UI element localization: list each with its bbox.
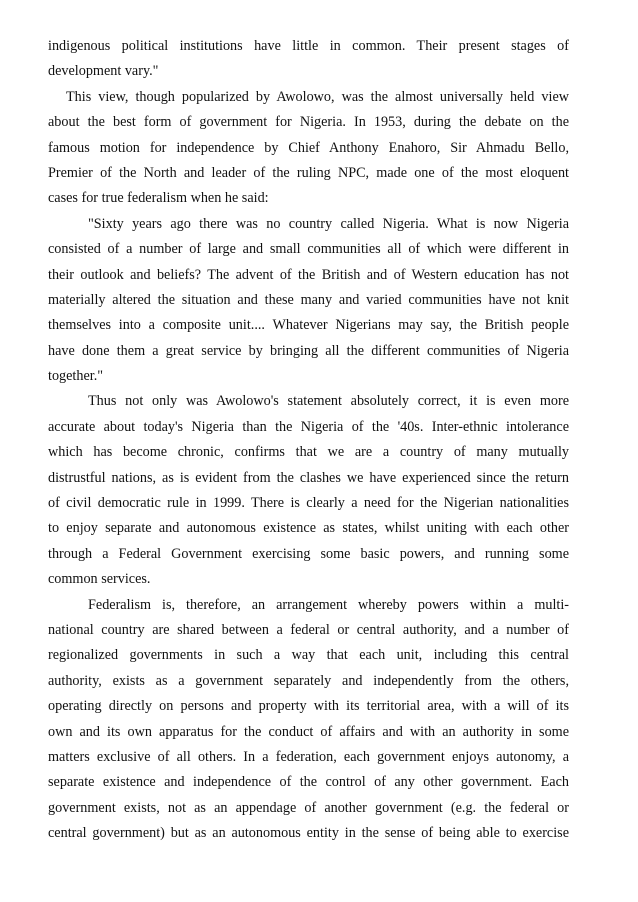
text-line: matters exclusive of all others. In a federation, each government enjoys autonomy, a — [48, 748, 569, 765]
text-line: government exists, not as an appendage of another government (e.g. the federal or — [48, 799, 569, 816]
text-line: development vary." — [48, 63, 159, 80]
text-line: common services. — [48, 571, 151, 588]
text-line: materially altered the situation and these many and varied communities have not knit — [48, 291, 569, 308]
text-line: their outlook and beliefs? The advent of the British and of Western education has not — [48, 266, 569, 283]
text-line: famous motion for independence by Chief Anthony Enahoro, Sir Ahmadu Bello, — [48, 139, 569, 156]
text-line: have done them a great service by bringing all the different communities of Nigeria — [48, 342, 569, 359]
text-line: Premier of the North and leader of the ruling NPC, made one of the most eloquent — [48, 164, 569, 181]
text-line: about the best form of government for Nigeria. In 1953, during the debate on the — [48, 114, 569, 131]
text-line: separate existence and independence of the control of any other government. Each — [48, 774, 569, 791]
text-line: to enjoy separate and autonomous existence as states, whilst uniting with each other — [48, 520, 569, 537]
text-line: This view, though popularized by Awolowo, was the almost universally held view — [66, 88, 569, 105]
text-line: central government) but as an autonomous entity in the sense of being able to exercise — [48, 825, 569, 842]
text-line: consisted of a number of large and small communities all of which were different in — [48, 241, 569, 258]
text-line: "Sixty years ago there was no country called Nigeria. What is now Nigeria — [88, 215, 569, 232]
text-line: indigenous political institutions have little in common. Their present stages of — [48, 38, 569, 54]
paragraph-bello-quote — [48, 212, 569, 390]
text-line: regionalized governments in such a way that each unit, including this central — [48, 647, 569, 664]
text-line: of civil democratic rule in 1999. There is clearly a need for the Nigerian nationalities — [48, 495, 569, 512]
text-line: distrustful nations, as is evident from the clashes we have experienced since the return — [48, 469, 569, 486]
text-line: cases for true federalism when he said: — [48, 190, 269, 207]
text-line: through a Federal Government exercising some basic powers, and running some — [48, 545, 569, 562]
paragraph-federalism-definition — [48, 593, 569, 847]
paragraph-interethnic — [48, 389, 569, 592]
text-line: themselves into a composite unit.... Whatever Nigerians may say, the British people — [48, 317, 569, 334]
paragraph-continuation — [48, 34, 569, 85]
text-line: operating directly on persons and property with its territorial area, with a will of its — [48, 698, 569, 715]
document-page — [48, 34, 569, 847]
text-line: authority, exists as a government separately and independently from the others, — [48, 672, 569, 689]
paragraph-awolowo-view — [48, 85, 569, 212]
text-line: Thus not only was Awolowo's statement absolutely correct, it is even more — [88, 393, 569, 410]
text-line: own and its own apparatus for the conduct of affairs and with an authority in some — [48, 723, 569, 740]
text-line: together." — [48, 368, 104, 385]
text-line: Federalism is, therefore, an arrangement whereby powers within a multi- — [88, 596, 569, 613]
text-line: national country are shared between a federal or central authority, and a number of — [48, 621, 569, 638]
text-line: accurate about today's Nigeria than the Nigeria of the '40s. Inter-ethnic intolerance — [48, 418, 569, 435]
text-line: which has become chronic, confirms that we are a country of many mutually — [48, 444, 569, 461]
